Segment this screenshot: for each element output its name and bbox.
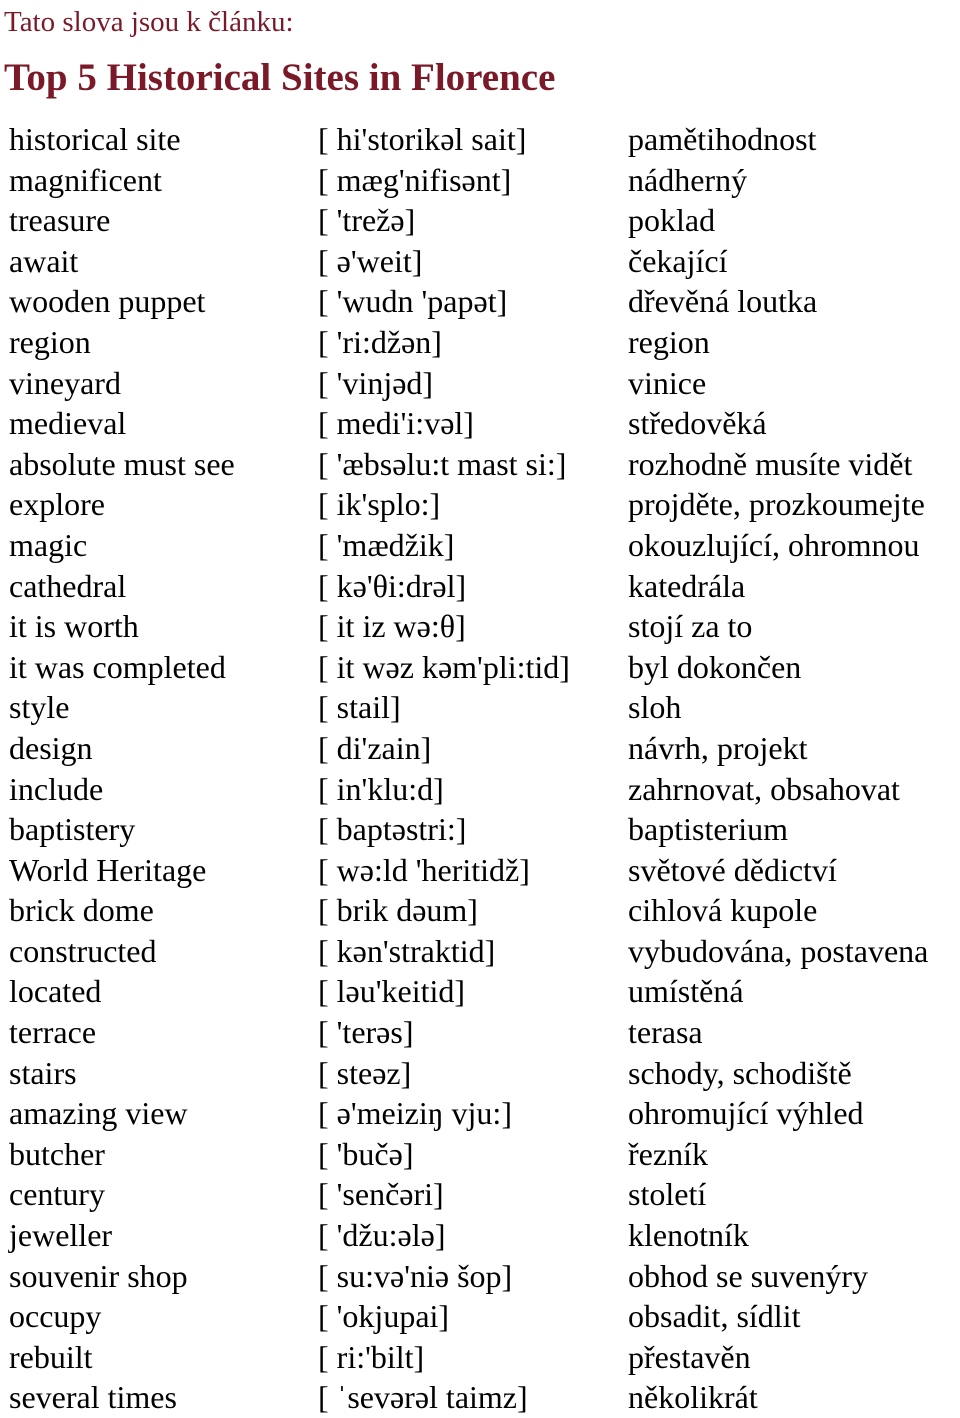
czech-translation: století [628,1176,707,1213]
pronunciation: [ brik dəum] [318,892,478,929]
vocabulary-row [0,850,960,891]
english-word: occupy [9,1298,102,1335]
pronunciation: [ steəz] [318,1054,412,1091]
czech-translation: okouzlující, ohromnou [628,526,920,563]
czech-translation: dřevěná loutka [628,283,818,320]
article-intro: Tato slova jsou k článku: [4,6,294,38]
czech-translation: umístěná [628,973,744,1010]
czech-translation: několikrát [628,1379,758,1416]
vocabulary-row [0,1053,960,1094]
english-word: cathedral [9,567,127,604]
english-word: it is worth [9,608,139,645]
vocabulary-row [0,484,960,525]
vocabulary-row [0,322,960,363]
english-word: magnificent [9,161,162,198]
pronunciation: [ 'mædžik] [318,526,455,563]
pronunciation: [ ri:'bilt] [318,1338,425,1375]
vocabulary-row [0,241,960,282]
english-word: vineyard [9,364,121,401]
vocabulary-row [0,1012,960,1053]
pronunciation: [ wə:ld 'heritidž] [318,851,530,888]
vocabulary-row [0,1215,960,1256]
pronunciation: [ it wəz kəm'pli:tid] [318,648,570,685]
vocabulary-row [0,444,960,485]
vocabulary-row [0,1174,960,1215]
vocabulary-row [0,931,960,972]
pronunciation: [ it iz wə:θ] [318,608,466,645]
english-word: include [9,770,104,807]
pronunciation: [ 'trežə] [318,202,416,239]
vocabulary-row [0,1377,960,1418]
pronunciation: [ medi'i:vəl] [318,405,474,442]
english-word: century [9,1176,105,1213]
vocabulary-row [0,1337,960,1378]
english-word: stairs [9,1054,77,1091]
vocabulary-row [0,1296,960,1337]
english-word: brick dome [9,892,154,929]
english-word: treasure [9,202,111,239]
vocabulary-row [0,606,960,647]
czech-translation: region [628,323,710,360]
czech-translation: terasa [628,1014,703,1051]
english-word: several times [9,1379,177,1416]
czech-translation: projděte, prozkoumejte [628,486,925,523]
english-word: constructed [9,932,157,969]
english-word: it was completed [9,648,226,685]
pronunciation: [ 'džu:ələ] [318,1217,446,1254]
pronunciation: [ di'zain] [318,729,432,766]
vocabulary-row [0,687,960,728]
czech-translation: obhod se suvenýry [628,1257,868,1294]
czech-translation: baptisterium [628,811,788,848]
czech-translation: schody, schodiště [628,1054,852,1091]
pronunciation: [ in'klu:d] [318,770,444,807]
pronunciation: [ mæg'nifisənt] [318,161,512,198]
english-word: wooden puppet [9,283,206,320]
english-word: rebuilt [9,1338,93,1375]
czech-translation: vinice [628,364,707,401]
vocabulary-row [0,281,960,322]
czech-translation: řezník [628,1135,708,1172]
czech-translation: stojí za to [628,608,753,645]
english-word: style [9,689,70,726]
english-word: butcher [9,1135,105,1172]
czech-translation: návrh, projekt [628,729,808,766]
pronunciation: [ ˈsevərəl taimz] [318,1379,528,1416]
vocabulary-row [0,1256,960,1297]
czech-translation: sloh [628,689,682,726]
pronunciation: [ 'bučə] [318,1135,414,1172]
english-word: baptistery [9,811,136,848]
pronunciation: [ kə'θi:drəl] [318,567,467,604]
czech-translation: poklad [628,202,716,239]
english-word: jeweller [9,1217,113,1254]
english-word: historical site [9,121,181,157]
vocabulary-row [0,525,960,566]
vocabulary-row [0,890,960,931]
czech-translation: katedrála [628,567,746,604]
czech-translation: ohromující výhled [628,1095,864,1132]
english-word: terrace [9,1014,97,1051]
pronunciation: [ baptəstri:] [318,811,467,848]
english-word: World Heritage [9,851,207,888]
czech-translation: pamětihodnost [628,121,817,157]
english-word: amazing view [9,1095,188,1132]
vocabulary-row [0,809,960,850]
pronunciation: [ 'okjupai] [318,1298,450,1335]
pronunciation: [ kən'straktid] [318,932,496,969]
vocabulary-table [0,119,960,1418]
pronunciation: [ 'wudn 'papət] [318,283,508,320]
czech-translation: byl dokončen [628,648,802,685]
vocabulary-row [0,119,960,160]
pronunciation: [ ə'weit] [318,242,423,279]
vocabulary-row [0,403,960,444]
czech-translation: přestavěn [628,1338,751,1375]
vocabulary-row [0,160,960,201]
vocabulary-row [0,1134,960,1175]
vocabulary-row [0,1093,960,1134]
pronunciation: [ 'senčəri] [318,1176,444,1213]
pronunciation: [ ləu'keitid] [318,973,466,1010]
czech-translation: zahrnovat, obsahovat [628,770,900,807]
vocabulary-row [0,769,960,810]
pronunciation: [ su:və'niə šop] [318,1257,513,1294]
czech-translation: čekající [628,242,728,279]
czech-translation: obsadit, sídlit [628,1298,801,1335]
czech-translation: světové dědictví [628,851,837,888]
vocabulary-row [0,566,960,607]
vocabulary-row [0,647,960,688]
czech-translation: vybudována, postavena [628,932,929,969]
english-word: await [9,242,79,279]
vocabulary-row [0,728,960,769]
page-title: Top 5 Historical Sites in Florence [4,56,556,99]
english-word: medieval [9,405,127,442]
english-word: design [9,729,93,766]
czech-translation: nádherný [628,161,748,198]
pronunciation: [ 'ri:džən] [318,323,442,360]
vocabulary-row [0,971,960,1012]
english-word: region [9,323,91,360]
english-word: absolute must see [9,445,235,482]
pronunciation: [ ik'splo:] [318,486,441,523]
pronunciation: [ hi'storikəl sait] [318,121,527,157]
pronunciation: [ ə'meiziŋ vju:] [318,1095,512,1132]
english-word: magic [9,526,88,563]
czech-translation: rozhodně musíte vidět [628,445,913,482]
czech-translation: klenotník [628,1217,749,1254]
pronunciation: [ 'terəs] [318,1014,414,1051]
czech-translation: středověká [628,405,767,442]
vocabulary-row [0,200,960,241]
pronunciation: [ 'æbsəlu:t mast si:] [318,445,567,482]
vocabulary-row [0,363,960,404]
pronunciation: [ 'vinjəd] [318,364,434,401]
pronunciation: [ stail] [318,689,401,726]
english-word: located [9,973,102,1010]
english-word: explore [9,486,105,523]
czech-translation: cihlová kupole [628,892,818,929]
english-word: souvenir shop [9,1257,188,1294]
